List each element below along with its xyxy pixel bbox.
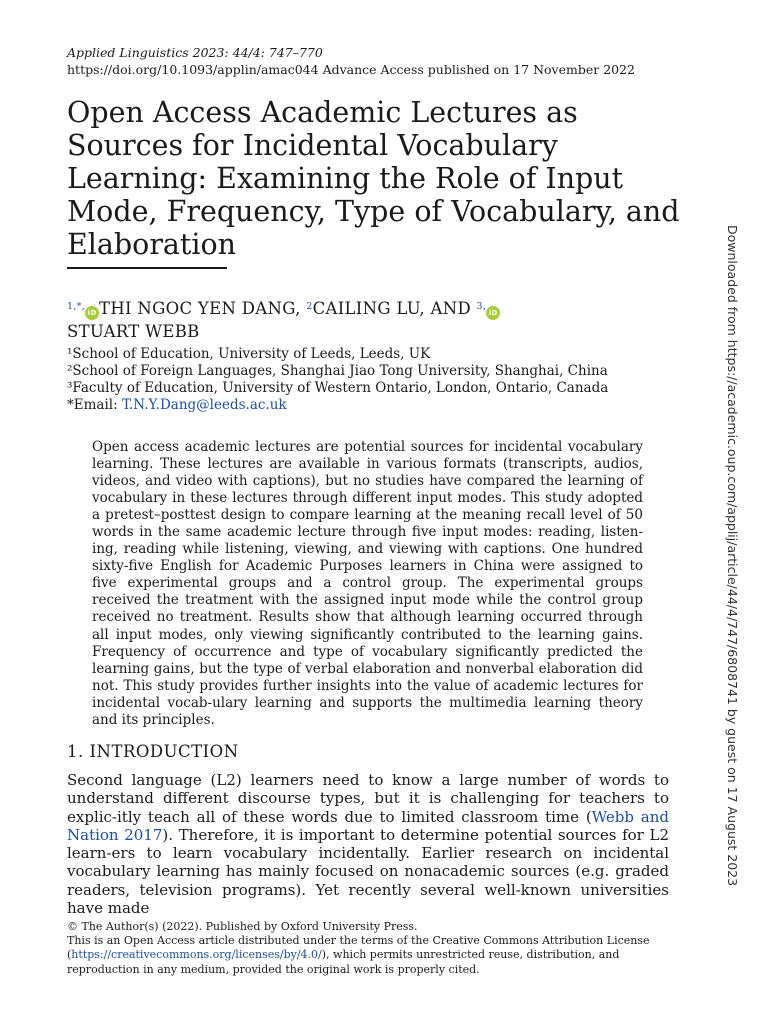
journal-citation: Applied Linguistics 2023: 44/4: 747–770 xyxy=(67,45,323,60)
license-footer xyxy=(67,920,667,977)
article-title: Open Access Academic Lectures as Sources for Incidental Vocabulary Learning: Examining the Role of Input Mode, Frequency, Type of Vocabulary, and Elaboration xyxy=(67,96,680,261)
author-2-name: CAILING LU, AND xyxy=(312,299,471,318)
title-rule xyxy=(67,267,227,269)
abstract: Open access academic lectures are potential sources for incidental vocabulary learning. These lectures are available in various formats (transcripts, audios, videos, and video with captions), but no studies have compared the learning of vocabulary in these lectures through different input modes. This study adopted a pretest–posttest design to compare learning at the meaning recall level of 50 words in the same academic lecture through five input modes: reading, listen-ing, reading while listening, viewing, and viewing with captions. One hundred sixty-five English for Academic Purposes learners in China were assigned to five experimental groups and a control group. The experimental groups received the treatment with the assigned input mode while the control group received no treatment. Results show that although learning occurred through all input modes, only viewing significantly contributed to the learning gains. Frequency of occurrence and type of vocabulary significantly predicted the learning gains, but the type of verbal elaboration and nonverbal elaboration did not. This study provides further insights into the value of academic lectures for incidental vocab-ulary learning and supports the multimedia learning theory and its principles. xyxy=(92,439,643,728)
license-line: This is an Open Access article distributed under the terms of the Creative Commons Attribution License xyxy=(67,934,650,948)
author-3-affil-ref[interactable]: 3, xyxy=(476,301,487,312)
section-heading: 1. INTRODUCTION xyxy=(67,742,239,761)
affiliations xyxy=(67,346,608,414)
author-1-affil-ref[interactable]: 1,*, xyxy=(67,301,86,312)
affiliation-2: ²School of Foreign Languages, Shanghai Jiao Tong University, Shanghai, China xyxy=(67,363,608,379)
email-link[interactable]: T.N.Y.Dang@leeds.ac.uk xyxy=(121,397,287,413)
orcid-icon[interactable]: iD xyxy=(486,306,500,320)
email-label: *Email: xyxy=(67,397,122,413)
license-url-rest: ), which permits unrestricted reuse, distribution, and xyxy=(321,948,620,962)
license-last-line: reproduction in any medium, provided the original work is properly cited. xyxy=(67,962,480,976)
affiliation-3: ³Faculty of Education, University of Western Ontario, London, Ontario, Canada xyxy=(67,380,609,396)
author-2-affil-ref[interactable]: 2 xyxy=(306,301,313,312)
download-watermark: Downloaded from https://academic.oup.com/applij/article/44/4/747/6808741 by guest on 17 August 2023 xyxy=(725,225,740,887)
author-list xyxy=(67,297,687,343)
citation-link[interactable]: Webb and Nation 2017 xyxy=(67,807,670,844)
orcid-icon[interactable]: iD xyxy=(85,306,99,320)
doi-line: https://doi.org/10.1093/applin/amac044 Advance Access published on 17 November 2022 xyxy=(67,62,636,77)
license-url-line xyxy=(67,948,667,962)
license-url-link[interactable]: https://creativecommons.org/licenses/by/4.0/ xyxy=(71,948,322,962)
author-1-name: THI NGOC YEN DANG, xyxy=(99,299,301,318)
affiliation-1: ¹School of Education, University of Leeds, Leeds, UK xyxy=(67,346,431,362)
intro-paragraph xyxy=(67,771,669,917)
email-line xyxy=(67,397,608,414)
intro-text-1: Second language (L2) learners need to know a large number of words to understand different discourse types, but it is challenging for teachers to explic-itly teach all of these words due to limited classroom time ( xyxy=(67,771,669,826)
copyright-line: © The Author(s) (2022). Published by Oxford University Press. xyxy=(67,920,418,933)
author-3-name: STUART WEBB xyxy=(67,322,200,341)
paren-open: ( xyxy=(67,948,72,962)
intro-text-2: ). Therefore, it is important to determine potential sources for L2 learn-ers to learn vocabulary incidentally. Earlier research on incidental vocabulary learning has mainly focused on nonacademic sources (e.g. graded readers, television programs). Yet recently several well-known universities have made xyxy=(67,825,669,918)
